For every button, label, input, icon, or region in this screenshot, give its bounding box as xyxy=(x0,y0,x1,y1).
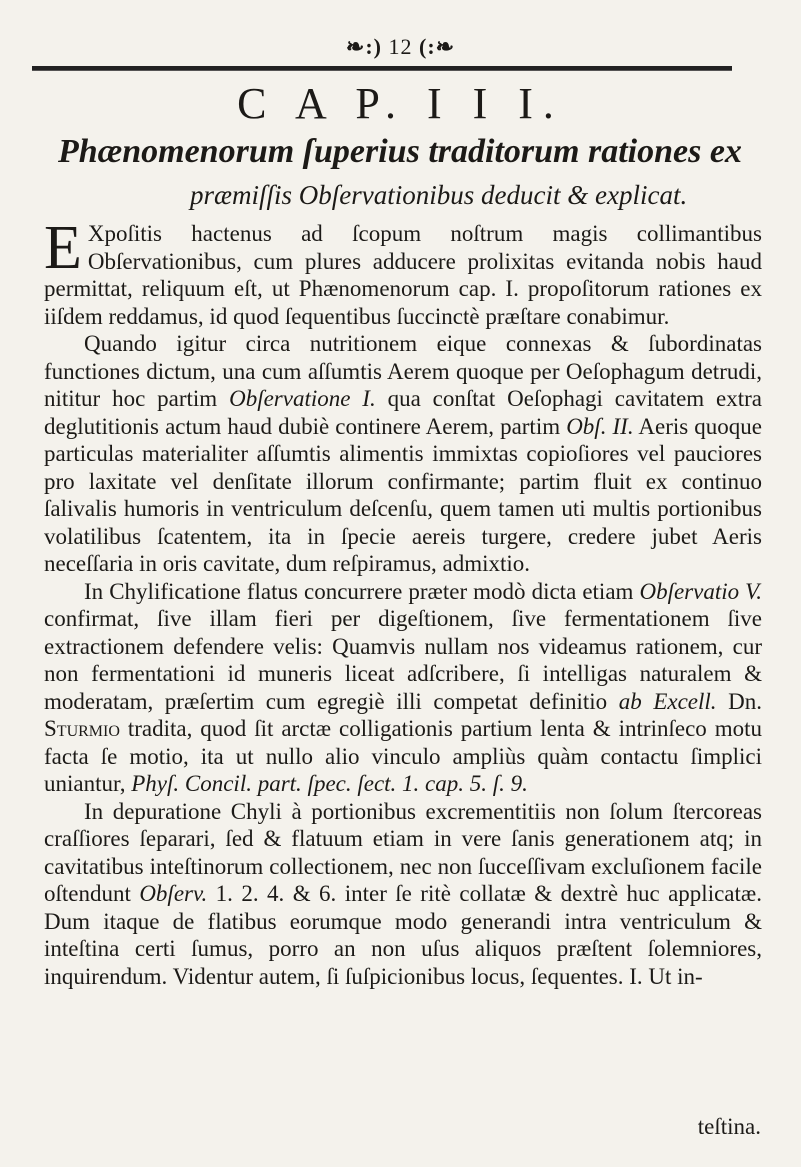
chapter-heading: C A P. I I I. xyxy=(237,79,564,128)
text-run: Obſervatione I. xyxy=(229,386,376,411)
text-run: 1. 2. 4. & 6. inter ſe ritè collatæ & dextrè huc applicatæ. Dum itaque de flatibus eorumque modo generandi intra ventriculum & inteſtina certi ſumus, porro an non uſus aliquos præſtent ſolemniores, inquirendum. Videntur autem, ſi ſuſpicionibus locus, ſequentes. I. Ut in- xyxy=(44,881,762,989)
text-run: EXpoſitis hactenus ad ſcopum noſtrum magis collimantibus Obſervationibus, cum plures adducere prolixitas evitanda nobis haud permittat, reliquum eſt, ut Phænomenorum cap. I. propoſitorum rationes ex iiſdem reddamus, id quod ſequentibus ſuccinctè præſtare conabimur. xyxy=(44,214,762,329)
text-run: Obſ. II. xyxy=(566,413,634,439)
text-run: In Chylificatione flatus concurrere præter modò dicta etiam xyxy=(84,578,640,604)
text-run: Aeris quoque particulas materialiter aſſumtis alimentis immixtas copioſiores vel pauciores pro laxitate vel denſitate illorum confirmante; partim fluit ex continuo ſalivalis humoris in ventriculum deſcenſu, quem tamen uti multis portionibus volatilibus ſcatentem, ita in ſpecie aereis turgere, credere jubet Aeris neceſſaria in oris cavitate, dum reſpiramus, admixtio. xyxy=(44,413,762,576)
text-run: In depuratione Chyli à portionibus excrementitiis non ſolum ſtercoreas craſſiores ſeparari, ſed & flatuum etiam in vere ſanis generationem atq; in cavitatibus inteſtinorum collectionem, nec non ſucceſſivam excluſionem facile oſtendunt xyxy=(44,798,762,906)
text-run: qua conſtat Oeſophagi cavitatem extra deglutitionis actum haud dubiè continere Aerem, partim xyxy=(44,386,763,439)
body-text xyxy=(44,214,763,990)
text-run: ab Excell. xyxy=(618,688,717,714)
paragraph-2 xyxy=(44,330,762,578)
chapter-title-line-1: Phænomenorum ſuperius traditorum rationes ex xyxy=(58,133,742,170)
paragraph-1 xyxy=(44,214,762,330)
page-number: 12 xyxy=(388,34,413,59)
left-ornament: ❧:) xyxy=(345,34,382,59)
text-run: tradita, quod ſit arctæ colligationis partium lenta & intrinſeco motu facta ſe motio, ita ut nullo alio vinculo ampliùs quàm contactu ſimplici uniantur, xyxy=(44,716,762,796)
text-run: Obſervatio V. xyxy=(639,578,762,604)
catchword: teſtina. xyxy=(697,1114,761,1139)
paragraph-3 xyxy=(44,578,762,798)
chapter-title-line-2: præmiſſis Obſervationibus deducit & explicat. xyxy=(190,180,688,210)
text-run: Quando igitur circa nutritionem eique connexas & ſubordinatas functiones dictum, una cum aſſumtis Aerem quoque per Oeſophagum detrudi, nititur hoc partim xyxy=(44,331,762,411)
text-run: Dn. xyxy=(716,688,762,714)
paragraph-4 xyxy=(44,798,762,991)
running-header xyxy=(0,34,801,60)
text-run: Obſerv. xyxy=(139,881,208,906)
text-run: Phyſ. Concil. part. ſpec. ſect. 1. cap. 5. ſ. 9. xyxy=(131,771,528,796)
header-rule xyxy=(32,66,732,71)
text-run: confirmat, ſive illam fieri per digeſtionem, ſive fermentationem ſive extractionem defendere velis: Quamvis nullam nos videamus rationem, cur non fermentationi id muneris liceat adſcribere, ſi intelligas naturalem & moderatam, præſertim cum egregiè illi competat definitio xyxy=(44,606,762,714)
text-run: Sturmio xyxy=(44,716,120,741)
right-ornament: (:❧ xyxy=(419,34,456,59)
